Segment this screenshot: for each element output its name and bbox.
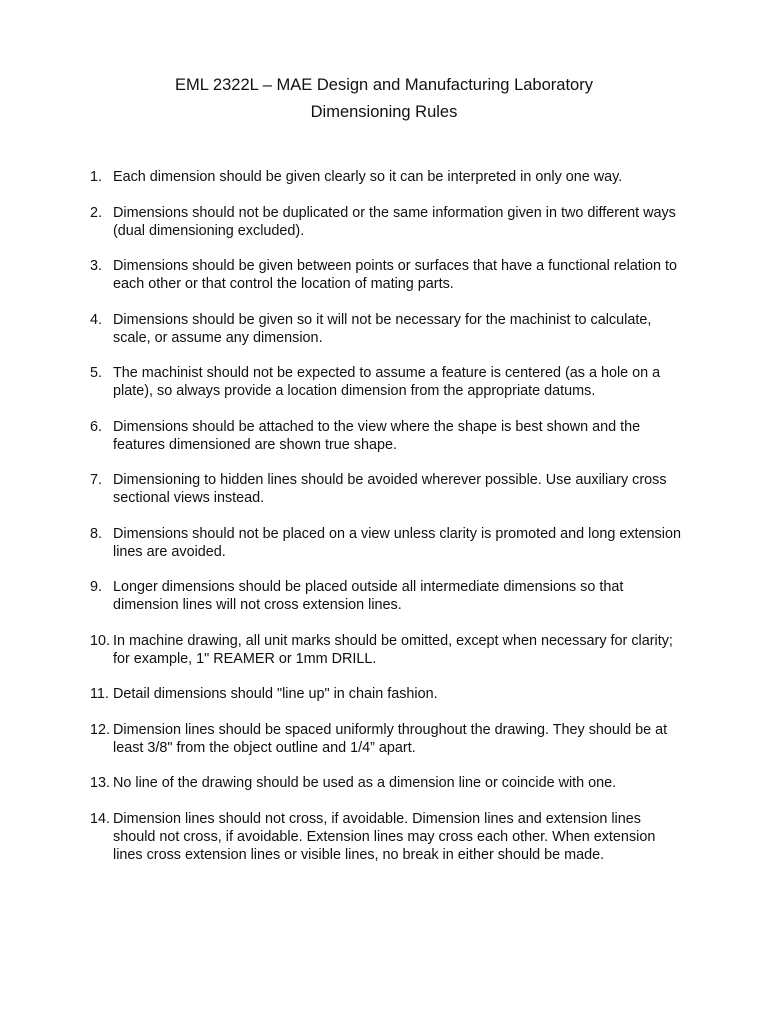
rule-text: Longer dimensions should be placed outside all intermediate dimensions so that dimension lines will not cross extension lines. — [113, 579, 624, 613]
rule-text: Each dimension should be given clearly so it can be interpreted in only one way. — [113, 169, 623, 185]
rule-text: Dimensioning to hidden lines should be avoided wherever possible. Use auxiliary cross sectional views instead. — [113, 472, 667, 506]
rule-number: 5. — [90, 365, 103, 381]
rule-item — [0, 311, 768, 347]
rule-text: Dimensions should be attached to the view where the shape is best shown and the features dimensioned are shown true shape. — [113, 418, 641, 453]
rule-number: 7. — [90, 472, 103, 488]
rule-item — [0, 685, 768, 703]
rule-number: 10. — [90, 632, 111, 649]
rule-item — [0, 525, 768, 561]
rule-number: 8. — [90, 525, 103, 542]
rule-number: 13. — [90, 775, 111, 791]
rule-item — [0, 418, 768, 454]
rule-item — [0, 257, 768, 293]
rule-number: 11. — [90, 686, 109, 702]
rule-text: Dimensions should not be placed on a view unless clarity is promoted and long extension lines are avoided. — [113, 525, 681, 560]
rule-text: Dimensions should be given so it will not be necessary for the machinist to calculate, scale, or assume any dimension. — [113, 311, 652, 346]
rule-item — [0, 364, 768, 400]
rule-text: Dimensions should be given between points or surfaces that have a functional relation to each other or that control the location of mating parts. — [113, 258, 677, 292]
rule-item — [0, 632, 768, 668]
rules-list — [0, 168, 768, 881]
rule-text: No line of the drawing should be used as a dimension line or coincide with one. — [113, 775, 617, 791]
rule-item — [0, 774, 768, 792]
rule-text: Detail dimensions should "line up" in chain fashion. — [113, 686, 438, 702]
rule-item — [0, 578, 768, 614]
rule-number: 1. — [90, 169, 103, 185]
document-subtitle: Dimensioning Rules — [310, 103, 458, 121]
rule-number: 9. — [90, 579, 103, 595]
rule-number: 4. — [90, 311, 103, 328]
rule-number: 12. — [90, 721, 111, 738]
rule-item — [0, 721, 768, 757]
rule-text: In machine drawing, all unit marks should be omitted, except when necessary for clarity; for example, 1" REAMER or 1mm DRILL. — [113, 632, 673, 667]
rule-number: 6. — [90, 418, 103, 435]
rule-item — [0, 810, 768, 864]
rule-item — [0, 204, 768, 240]
document-title: EML 2322L – MAE Design and Manufacturing Laboratory — [175, 76, 593, 94]
rule-item — [0, 168, 768, 186]
rule-item — [0, 471, 768, 507]
rule-text: Dimension lines should not cross, if avoidable. Dimension lines and extension lines should not cross, if avoidable. Extension lines may cross each other. When extension lines cross extension lines or visible lines, no break in either should be made. — [113, 810, 656, 863]
rule-text: The machinist should not be expected to assume a feature is centered (as a hole on a plate), so always provide a location dimension from the appropriate datums. — [113, 365, 661, 399]
rule-text: Dimension lines should be spaced uniformly throughout the drawing. They should be at least 3/8" from the object outline and 1/4” apart. — [113, 721, 668, 756]
rule-number: 2. — [90, 204, 103, 221]
rule-number: 3. — [90, 258, 103, 274]
rule-number: 14. — [90, 810, 111, 827]
rule-text: Dimensions should not be duplicated or the same information given in two different ways (dual dimensioning excluded). — [113, 204, 676, 239]
